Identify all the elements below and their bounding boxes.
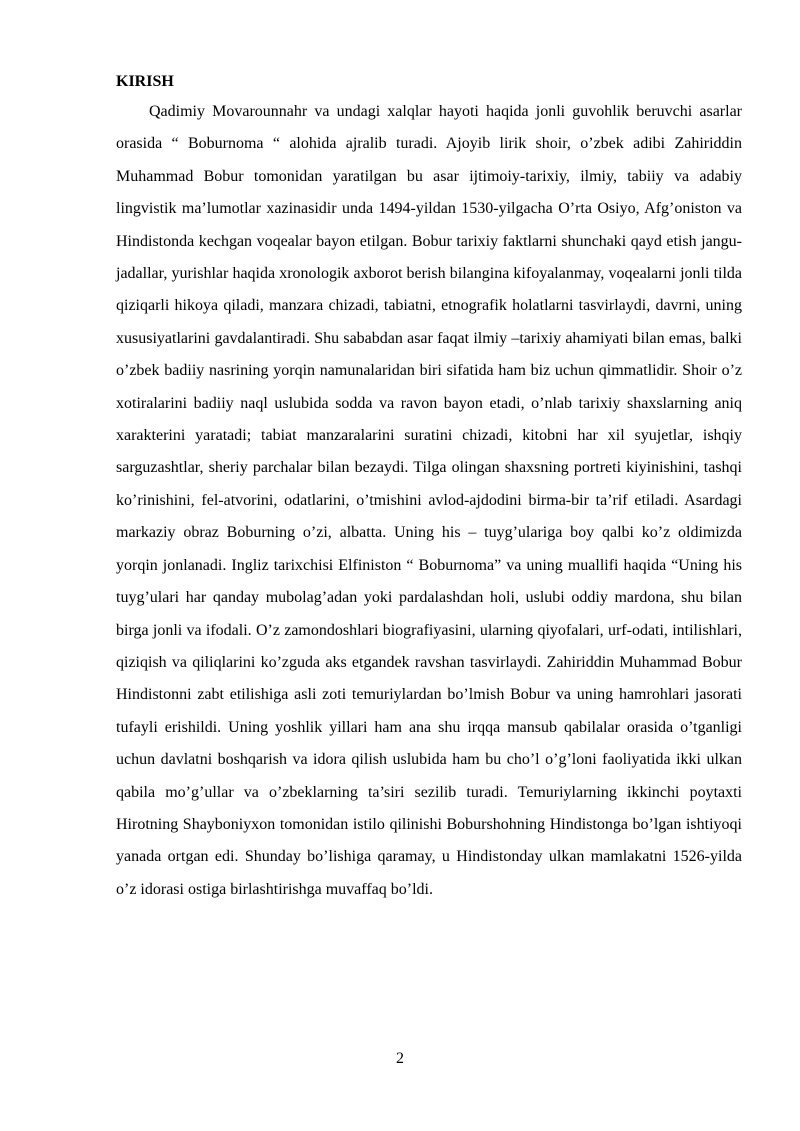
section-heading: KIRISH — [116, 73, 174, 90]
document-page — [116, 72, 742, 906]
page-number: 2 — [396, 1050, 404, 1067]
body-paragraph: Qadimiy Movarounnahr va undagi xalqlar hayoti haqida jonli guvohlik beruvchi asarlar orasida “ Boburnoma “ alohida ajralib turadi. Ajoyib lirik shoir, o’zbek adibi Zahiriddin Muhammad Bobur tomonidan yaratilgan bu asar ijtimoiy-tarixiy, ilmiy, tabiiy va adabiy lingvistik ma’lumotlar xazinasidir unda 1494-yildan 1530-yilgacha O’rta Osiyo, Afg’oniston va Hindistonda kechgan voqealar bayon etilgan. Bobur tarixiy faktlarni shunchaki qayd etish jangu-jadallar, yurishlar haqida xronologik axborot berish bilangina kifoyalanmay, voqealarni jonli tilda qiziqarli hikoya qiladi, manzara chizadi, tabiatni, etnografik holatlarni tasvirlaydi, davrni, uning xususiyatlarini gavdalantiradi. Shu sababdan asar faqat ilmiy –tarixiy ahamiyati bilan emas, balki o’zbek badiiy nasrining yorqin namunalaridan biri sifatida ham biz uchun qimmatlidir. Shoir o’z xotiralarini badiiy naql uslubida sodda va ravon bayon etadi, o’nlab tarixiy shaxslarning aniq xarakterini yaratadi; tabiat manzaralarini suratini chizadi, kitobni har xil syujetlar, ishqiy sarguzashtlar, sheriy parchalar bilan bezaydi. Tilga olingan shaxsning portreti kiyinishini, tashqi ko’rinishini, fel-atvorini, odatlarini, o’tmishini avlod-ajdodini birma-bir ta’rif etiladi. Asardagi markaziy obraz Boburning o’zi, albatta. Uning his – tuyg’ulariga boy qalbi ko’z oldimizda yorqin jonlanadi. Ingliz tarixchisi Elfiniston “ Boburnoma” va uning muallifi haqida “Uning his tuyg’ulari har qanday mubolag’adan yoki pardalashdan holi, uslubi oddiy mardona, shu bilan birga jonli va ifodali. O’z zamondoshlari biografiyasini, ularning qiyofalari, urf-odati, intilishlari, qiziqish va qiliqlarini ko’zguda aks etgandek ravshan tasvirlaydi. Zahiriddin Muhammad Bobur Hindistonni zabt etilishiga asli zoti temuriylardan bo’lmish Bobur va uning hamrohlari jasorati tufayli erishildi. Uning yoshlik yillari ham ana shu irqqa mansub qabilalar orasida o’tganligi uchun davlatni boshqarish va idora qilish uslubida ham bu cho’l o’g’loni faoliyatida ikki ulkan qabila mo’g’ullar va o’zbeklarning ta’siri sezilib turadi. Temuriylarning ikkinchi poytaxti Hirotning Shayboniyxon tomonidan istilo qilinishi Boburshohning Hindistonga bo’lgan ishtiyoqi yanada ortgan edi. Shunday bo’lishiga qaramay, u Hindistonday ulkan mamlakatni 1526-yilda o’z idorasi ostiga birlashtirishga muvaffaq bo’ldi. — [116, 103, 742, 898]
